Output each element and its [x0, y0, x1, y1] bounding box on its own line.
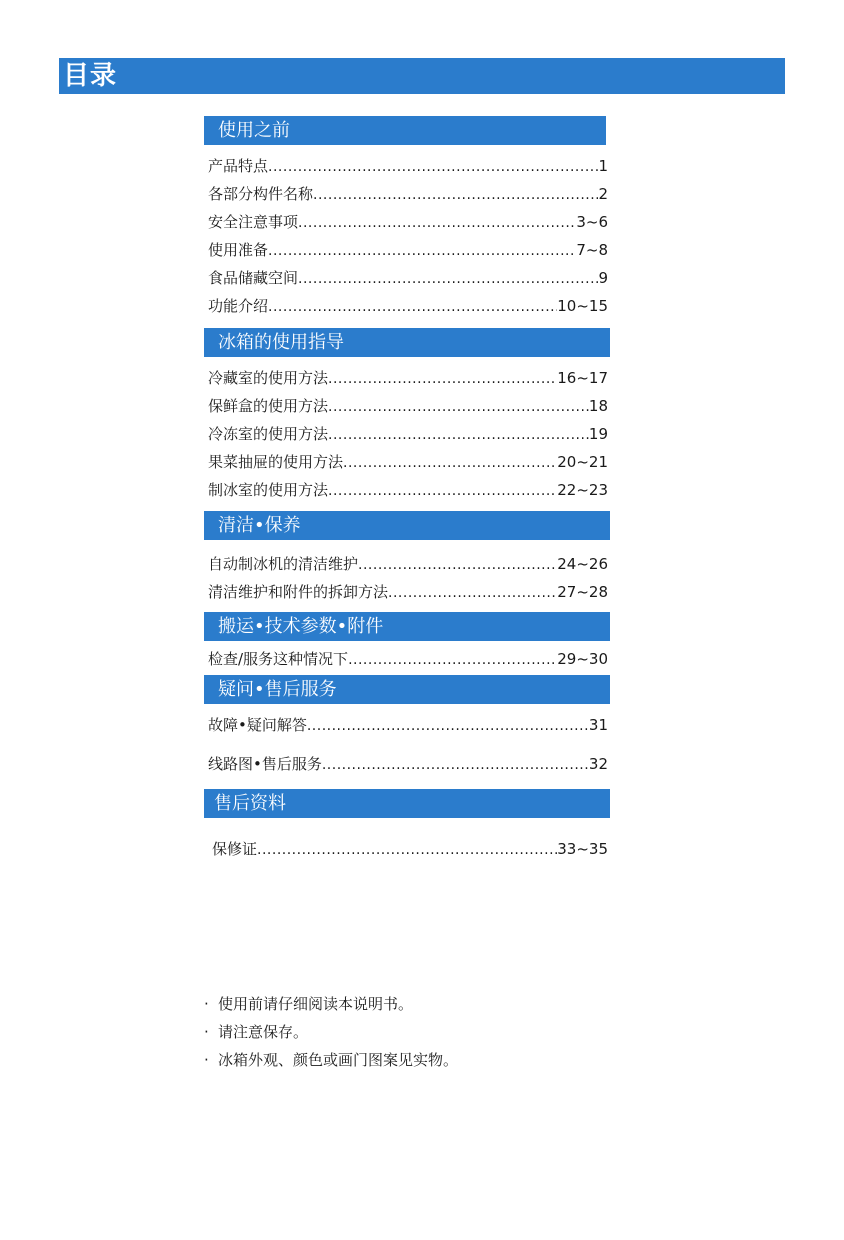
note-item: [204, 1050, 458, 1070]
toc-entry[interactable]: [208, 478, 608, 500]
note-text: 冰箱外观、颜色或画门图案见实物。: [218, 1051, 459, 1069]
toc-entry-page: 9: [598, 269, 608, 287]
toc-entry-page: 7~8: [576, 241, 608, 259]
toc-leader-dots: [328, 398, 589, 416]
toc-entry-page: 32: [588, 755, 608, 773]
bullet-icon: ·: [204, 1051, 209, 1069]
toc-entry-page: 27~28: [557, 583, 608, 601]
toc-leader-dots: [322, 756, 589, 774]
toc-entry-name: 冷冻室的使用方法: [208, 425, 329, 443]
toc-entry-page: 22~23: [557, 481, 608, 499]
toc-entry-name: 产品特点: [208, 157, 269, 175]
toc-entry-name: 安全注意事项: [208, 213, 299, 231]
toc-entry-page: 20~21: [557, 453, 608, 471]
toc-entry-name: 故障•疑问解答: [208, 716, 307, 734]
toc-entry[interactable]: [208, 210, 608, 232]
toc-leader-dots: [268, 242, 576, 260]
section-header-before-use: [204, 116, 606, 145]
toc-entry-page: 18: [588, 397, 608, 415]
toc-leader-dots: [348, 651, 557, 669]
section-heading: 售后资料: [214, 793, 286, 814]
section-heading: 疑问•售后服务: [218, 679, 337, 700]
toc-entry-page: 10~15: [557, 297, 608, 315]
section-heading: 使用之前: [218, 120, 290, 141]
toc-leader-dots: [313, 186, 598, 204]
toc-leader-dots: [307, 717, 589, 735]
toc-entry[interactable]: [212, 837, 608, 859]
toc-entry-name: 制冰室的使用方法: [208, 481, 329, 499]
toc-entry-name: 自动制冰机的清洁维护: [208, 555, 359, 573]
bullet-icon: ·: [204, 1023, 209, 1041]
toc-entry[interactable]: [208, 552, 608, 574]
toc-entry[interactable]: [208, 366, 608, 388]
note-item: [204, 1022, 308, 1042]
toc-leader-dots: [298, 270, 598, 288]
note-text: 请注意保存。: [218, 1023, 309, 1041]
toc-entry[interactable]: [208, 294, 608, 316]
toc-entry-name: 食品储藏空间: [208, 269, 299, 287]
toc-entry-name: 线路图•售后服务: [208, 755, 322, 773]
note-item: [204, 994, 413, 1014]
toc-entry-page: 3~6: [576, 213, 608, 231]
toc-entry[interactable]: [208, 422, 608, 444]
section-header-faq-service: [204, 675, 610, 704]
toc-entry-page: 2: [598, 185, 608, 203]
section-header-cleaning: [204, 511, 610, 540]
toc-leader-dots: [328, 426, 589, 444]
toc-entry-name: 使用准备: [208, 241, 269, 259]
toc-entry-name: 功能介绍: [208, 297, 269, 315]
toc-entry[interactable]: [208, 647, 608, 669]
toc-entry-name: 检查/服务这种情况下: [208, 650, 349, 668]
toc-entry[interactable]: [208, 450, 608, 472]
toc-entry-page: 33~35: [557, 840, 608, 858]
toc-entry-page: 24~26: [557, 555, 608, 573]
toc-entry[interactable]: [208, 182, 608, 204]
section-header-transport: [204, 612, 610, 641]
title-bar: [59, 58, 785, 94]
toc-entry[interactable]: [208, 154, 608, 176]
section-heading: 搬运•技术参数•附件: [218, 616, 384, 637]
section-heading: 冰箱的使用指导: [218, 332, 344, 353]
toc-entry[interactable]: [208, 238, 608, 260]
toc-entry-page: 29~30: [557, 650, 608, 668]
section-header-after-sales: [204, 789, 610, 818]
toc-entry-name: 各部分构件名称: [208, 185, 314, 203]
toc-entry-name: 保鲜盒的使用方法: [208, 397, 329, 415]
toc-entry[interactable]: [208, 713, 608, 735]
toc-leader-dots: [268, 158, 598, 176]
toc-entry-page: 16~17: [557, 369, 608, 387]
section-header-usage-guide: [204, 328, 610, 357]
toc-entry-name: 保修证: [212, 840, 258, 858]
toc-entry[interactable]: [208, 580, 608, 602]
toc-leader-dots: [268, 298, 557, 316]
toc-entry-page: 19: [588, 425, 608, 443]
toc-entry-page: 31: [588, 716, 608, 734]
bullet-icon: ·: [204, 995, 209, 1013]
toc-entry-page: 1: [598, 157, 608, 175]
toc-entry-name: 果菜抽屉的使用方法: [208, 453, 344, 471]
toc-entry-name: 冷藏室的使用方法: [208, 369, 329, 387]
toc-leader-dots: [257, 841, 557, 859]
toc-entry[interactable]: [208, 752, 608, 774]
toc-leader-dots: [343, 454, 557, 472]
toc-leader-dots: [298, 214, 576, 232]
toc-entry[interactable]: [208, 394, 608, 416]
toc-leader-dots: [358, 556, 557, 574]
page-title: 目录: [63, 61, 118, 91]
toc-leader-dots: [388, 584, 557, 602]
section-heading: 清洁•保养: [218, 515, 301, 536]
toc-entry[interactable]: [208, 266, 608, 288]
toc-leader-dots: [328, 370, 557, 388]
toc-entry-name: 清洁维护和附件的拆卸方法: [208, 583, 389, 601]
toc-leader-dots: [328, 482, 557, 500]
note-text: 使用前请仔细阅读本说明书。: [218, 995, 414, 1013]
